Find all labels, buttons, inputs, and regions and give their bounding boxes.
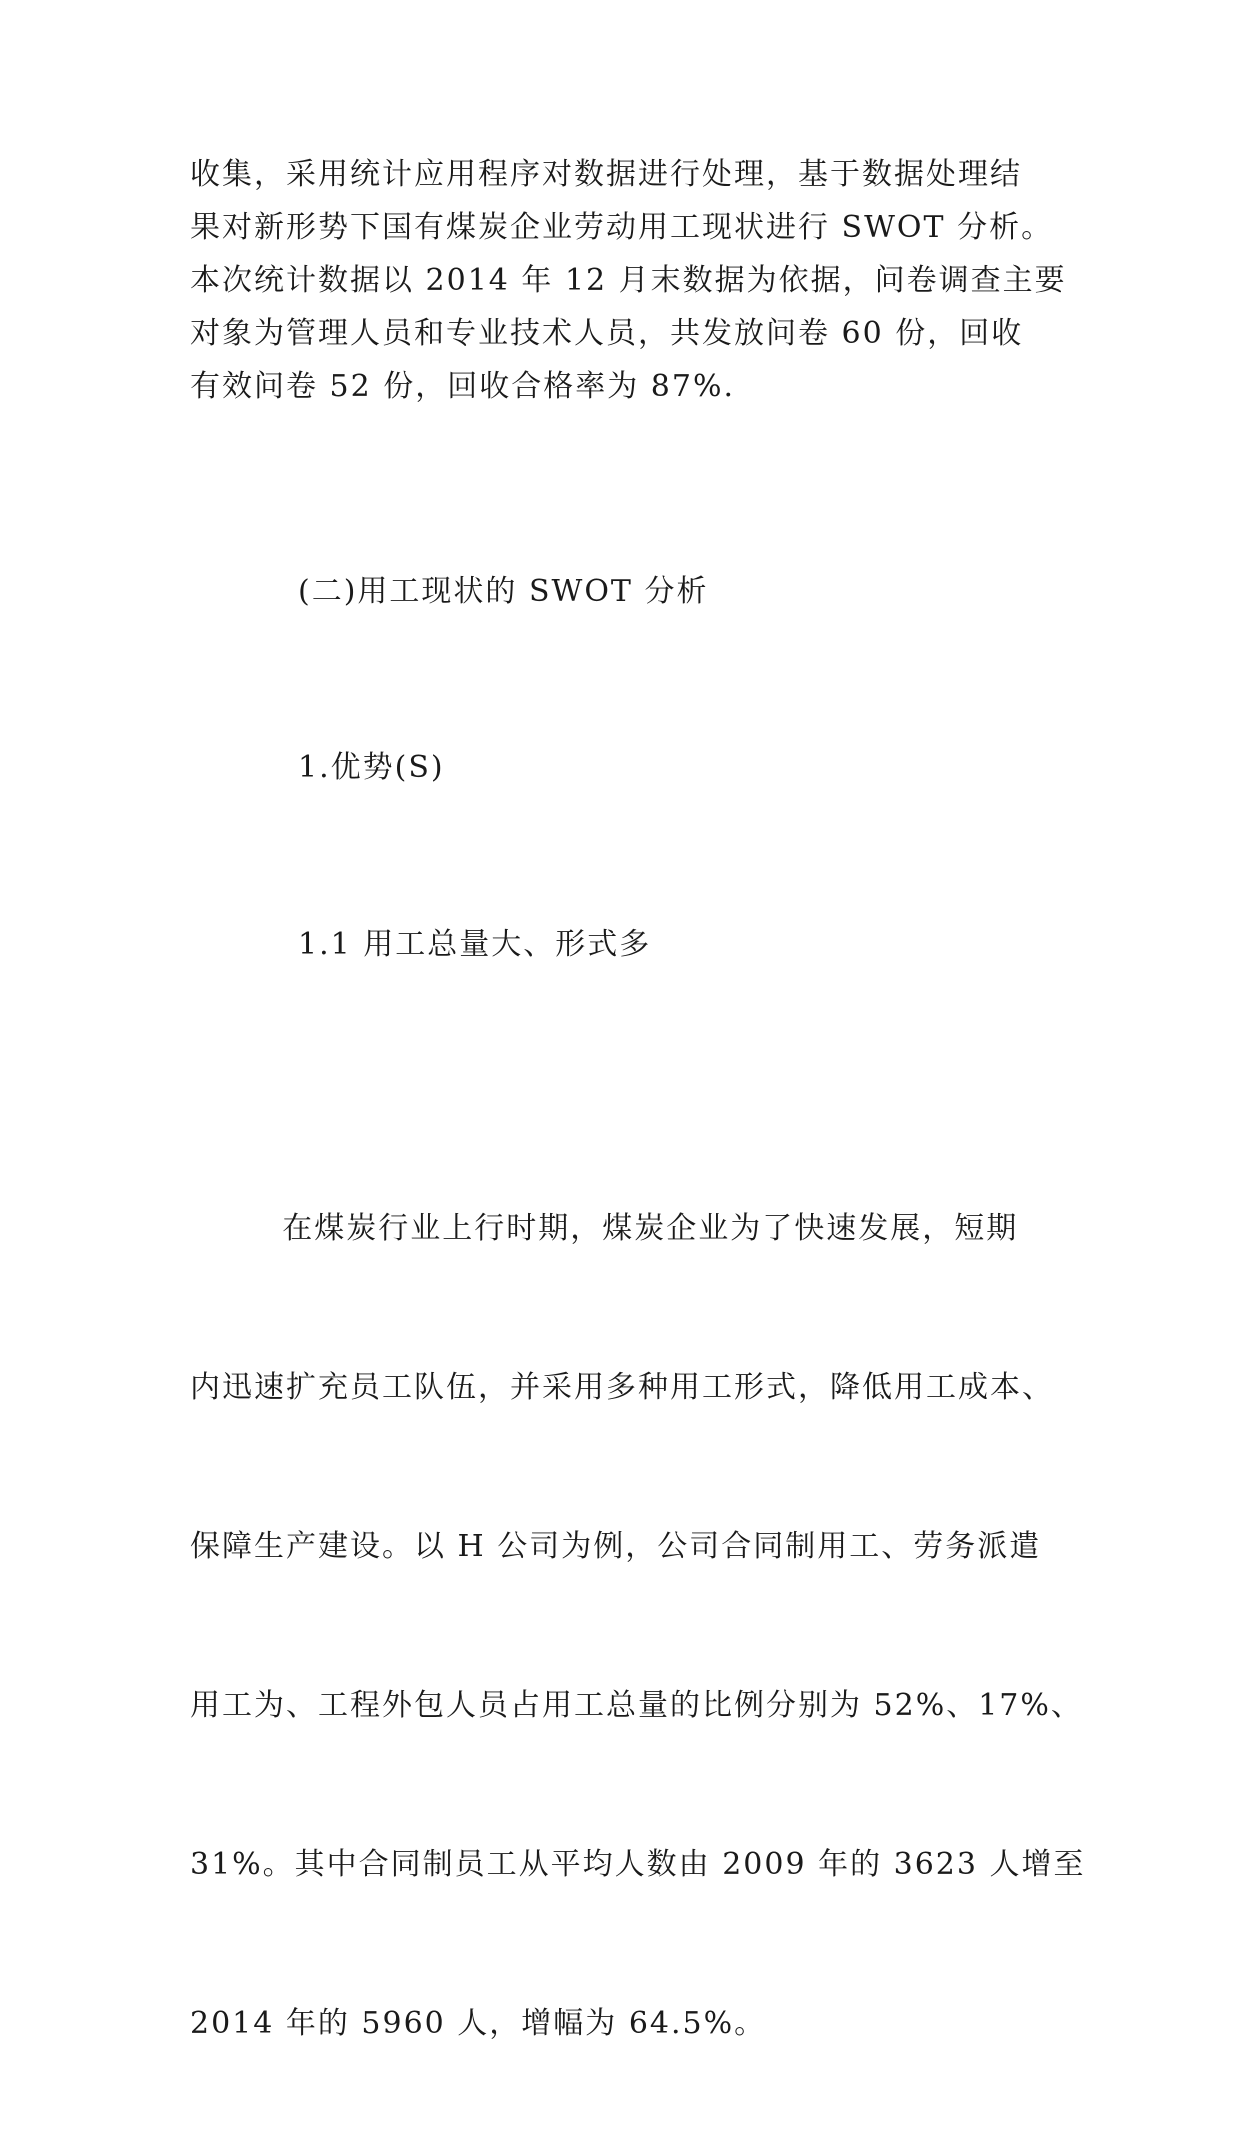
body-line-4: 用工为、工程外包人员占用工总量的比例分别为 52%、17%、: [190, 1688, 1083, 1723]
subheading-advantages: 1.优势(S): [298, 750, 445, 785]
body-line-2: 内迅速扩充员工队伍，并采用多种用工形式，降低用工成本、: [190, 1370, 1054, 1405]
body-line-1: 在煤炭行业上行时期，煤炭企业为了快速发展，短期: [190, 1211, 1019, 1246]
intro-line-1: 收集，采用统计应用程序对数据进行处理，基于数据处理结: [190, 157, 1022, 192]
intro-line-5: 有效问卷 52 份，回收合格率为 87%.: [190, 369, 735, 404]
intro-paragraph: [190, 148, 1070, 413]
subheading-1-1: 1.1 用工总量大、形式多: [298, 927, 652, 962]
intro-line-3: 本次统计数据以 2014 年 12 月末数据为依据，问卷调查主要: [190, 263, 1067, 298]
body-paragraph: [190, 1096, 1086, 2156]
intro-line-2: 果对新形势下国有煤炭企业劳动用工现状进行 SWOT 分析。: [190, 210, 1054, 245]
body-line-5: 31%。其中合同制员工从平均人数由 2009 年的 3623 人增至: [190, 1847, 1086, 1882]
section-heading: (二)用工现状的 SWOT 分析: [298, 574, 709, 609]
body-line-6: 2014 年的 5960 人，增幅为 64.5%。: [190, 2006, 767, 2041]
intro-line-4: 对象为管理人员和专业技术人员，共发放问卷 60 份，回收: [190, 316, 1024, 351]
body-line-3: 保障生产建设。以 H 公司为例，公司合同制用工、劳务派遣: [190, 1529, 1042, 1564]
